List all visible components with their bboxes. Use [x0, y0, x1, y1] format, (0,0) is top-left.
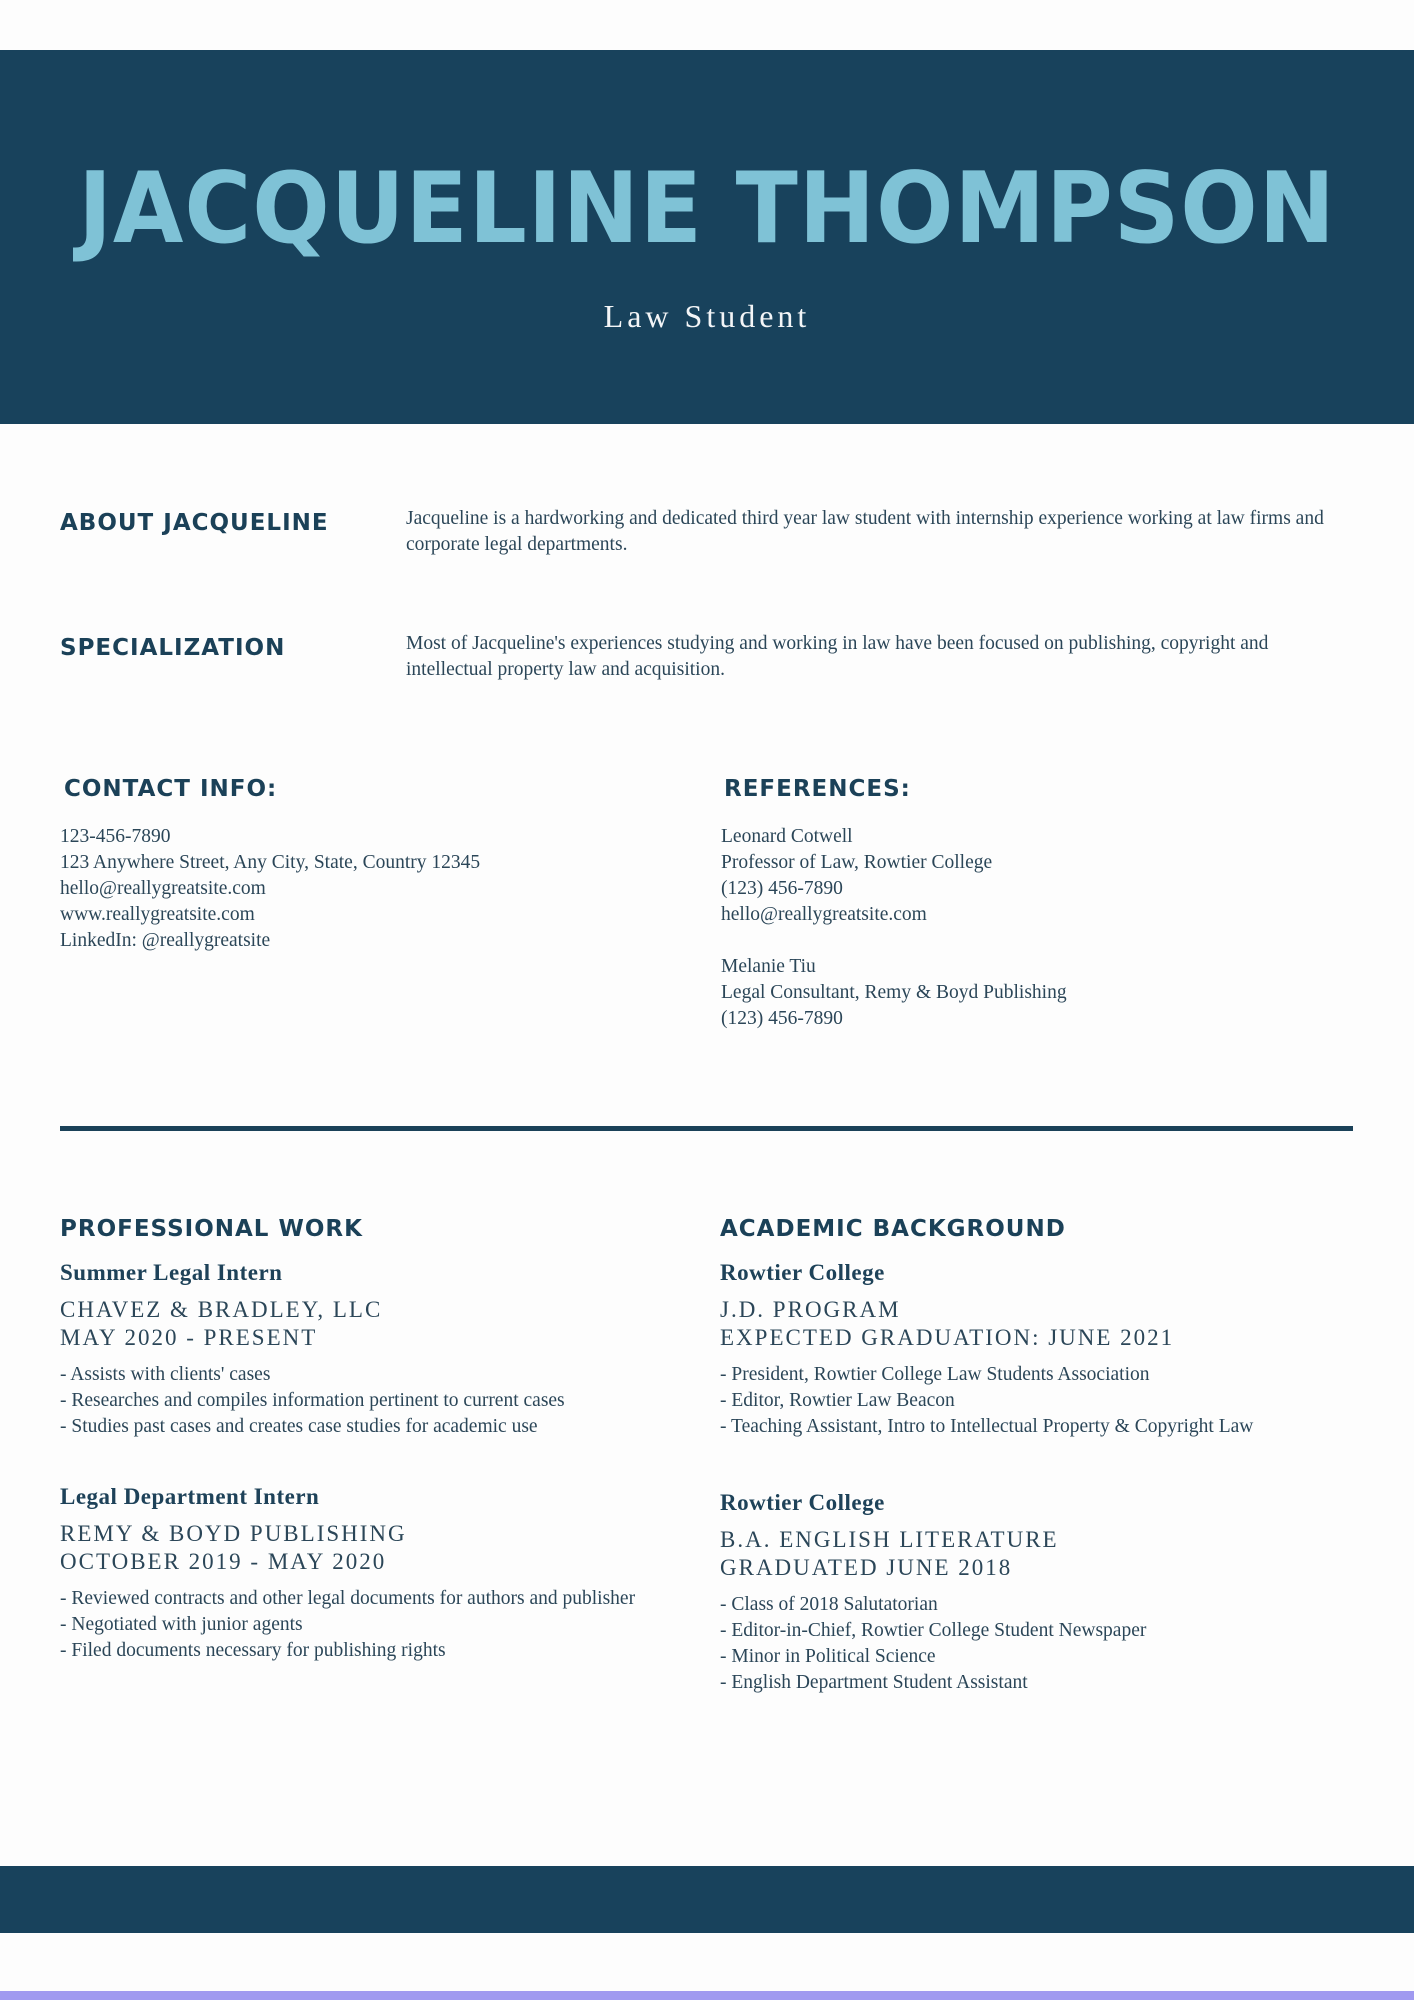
- about-text: Jacqueline is a hardworking and dedicated third year law student with internship experience working at law firms and corporate legal departments.: [406, 508, 1324, 555]
- contact-website[interactable]: www.reallygreatsite.com: [60, 904, 255, 925]
- education-bullet: - President, Rowtier College Law Students Association: [720, 1364, 1150, 1385]
- work-org: CHAVEZ & BRADLEY, LLC: [60, 1297, 383, 1322]
- resume-name: JACQUELINE THOMPSON: [78, 152, 1336, 266]
- work-bullet: - Assists with clients' cases: [60, 1364, 271, 1385]
- reference-role: Legal Consultant, Remy & Boyd Publishing: [721, 982, 1067, 1003]
- accent-strip: [0, 1991, 1414, 2000]
- work-title: Legal Department Intern: [60, 1484, 320, 1509]
- school-name: Rowtier College: [720, 1260, 885, 1285]
- work-entry: [60, 1484, 660, 1664]
- education-entry: [720, 1490, 1380, 1696]
- reference-phone: (123) 456-7890: [721, 1008, 843, 1029]
- reference-item: [721, 824, 1361, 928]
- work-title: Summer Legal Intern: [60, 1260, 283, 1285]
- contact-email[interactable]: hello@reallygreatsite.com: [60, 878, 266, 899]
- education-bullet: - Teaching Assistant, Intro to Intellectual Property & Copyright Law: [720, 1416, 1254, 1437]
- contact-heading: CONTACT INFO:: [64, 776, 278, 802]
- education-bullet: - Editor, Rowtier Law Beacon: [720, 1390, 955, 1411]
- reference-name: Leonard Cotwell: [721, 826, 853, 847]
- work-entry: [60, 1260, 660, 1440]
- education-entry: [720, 1260, 1380, 1440]
- academic-background-section: [720, 1216, 1380, 1740]
- work-bullet: - Researches and compiles information pertinent to current cases: [60, 1390, 565, 1411]
- work-bullet: - Filed documents necessary for publishing rights: [60, 1640, 446, 1661]
- contact-address: 123 Anywhere Street, Any City, State, Country 12345: [60, 852, 481, 873]
- work-dates: MAY 2020 - PRESENT: [60, 1325, 318, 1350]
- school-name: Rowtier College: [720, 1490, 885, 1515]
- contact-linkedin[interactable]: LinkedIn: @reallygreatsite: [60, 930, 271, 951]
- specialization-heading: SPECIALIZATION: [60, 635, 286, 661]
- work-bullet: - Negotiated with junior agents: [60, 1614, 303, 1635]
- footer-band: [0, 1866, 1414, 1933]
- professional-heading: PROFESSIONAL WORK: [60, 1216, 363, 1242]
- section-divider: [60, 1126, 1353, 1131]
- contact-section: [60, 776, 680, 954]
- graduation-date: EXPECTED GRADUATION: JUNE 2021: [720, 1325, 1175, 1350]
- reference-item: [721, 954, 1361, 1032]
- degree-program: B.A. ENGLISH LITERATURE: [720, 1527, 1059, 1552]
- education-bullet: - English Department Student Assistant: [720, 1672, 1028, 1693]
- about-heading: ABOUT JACQUELINE: [60, 510, 329, 536]
- work-bullet: - Reviewed contracts and other legal documents for authors and publisher: [60, 1588, 636, 1609]
- education-bullet: - Minor in Political Science: [720, 1646, 936, 1667]
- references-section: [721, 776, 1361, 1032]
- reference-name: Melanie Tiu: [721, 956, 816, 977]
- reference-phone: (123) 456-7890: [721, 878, 843, 899]
- work-bullet: - Studies past cases and creates case studies for academic use: [60, 1416, 538, 1437]
- graduation-date: GRADUATED JUNE 2018: [720, 1555, 1013, 1580]
- professional-work-section: [60, 1216, 660, 1708]
- job-title: Law Student: [603, 298, 811, 334]
- education-bullet: - Class of 2018 Salutatorian: [720, 1594, 938, 1615]
- work-dates: OCTOBER 2019 - MAY 2020: [60, 1549, 387, 1574]
- spacer: [721, 928, 1361, 954]
- reference-role: Professor of Law, Rowtier College: [721, 852, 993, 873]
- academic-heading: ACADEMIC BACKGROUND: [720, 1216, 1066, 1242]
- degree-program: J.D. PROGRAM: [720, 1297, 901, 1322]
- work-org: REMY & BOYD PUBLISHING: [60, 1521, 407, 1546]
- reference-email[interactable]: hello@reallygreatsite.com: [721, 904, 927, 925]
- contact-phone: 123-456-7890: [60, 826, 171, 847]
- specialization-text: Most of Jacqueline's experiences studying and working in law have been focused on publishing, copyright and intellectual property law and acquisition.: [406, 633, 1269, 680]
- references-heading: REFERENCES:: [724, 776, 911, 802]
- education-bullet: - Editor-in-Chief, Rowtier College Student Newspaper: [720, 1620, 1147, 1641]
